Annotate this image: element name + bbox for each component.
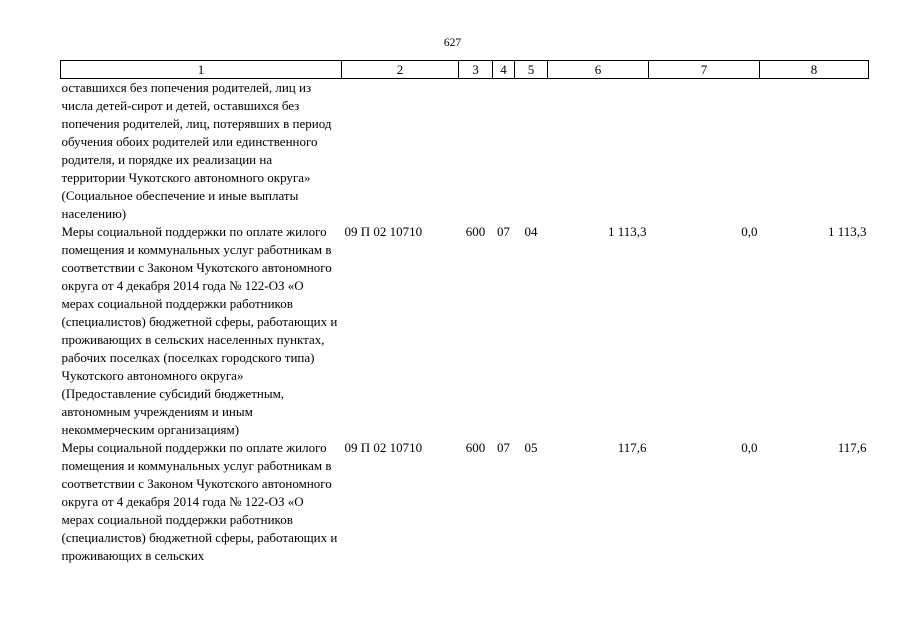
row-code: 09 П 02 10710 (344, 440, 423, 455)
row-description: Меры социальной поддержки по оплате жилого помещения и коммунальных услуг работникам в соответствии с Законом Чукотского автономного округа от 4 декабря 2014 года № 122-ОЗ «О мерах социальной поддержки работников (специалистов) бюджетной сферы, работающих и проживающих в сельских населенных пунктах, рабочих поселках (поселках городского типа) Чукотского автономного округа» (Предоставление субсидий бюджетным, автономным учреждениям и иным некоммерческим организациям) (61, 224, 338, 437)
header-col-6: 6 (548, 61, 649, 79)
row-col-5: 05 (524, 440, 538, 455)
row-col-6 (548, 79, 649, 224)
row-col-5: 04 (524, 224, 538, 239)
header-col-1: 1 (61, 61, 342, 79)
row-col-7 (649, 79, 760, 224)
header-col-7: 7 (649, 61, 760, 79)
row-col-4: 07 (497, 440, 510, 455)
header-col-3: 3 (459, 61, 493, 79)
row-description: оставшихся без попечения родителей, лиц из числа детей-сирот и детей, оставшихся без попечения родителей, лиц, потерявших в период обучения обоих родителей или единственного родителя, и порядке их реализации на территории Чукотского автономного округа» (Социальное обеспечение и иные выплаты населению) (61, 80, 332, 221)
table-row (61, 79, 869, 224)
row-col-8: 1 113,3 (827, 224, 867, 239)
row-col-7: 0,0 (741, 224, 758, 239)
row-description: Меры социальной поддержки по оплате жилого помещения и коммунальных услуг работникам в соответствии с Законом Чукотского автономного округа от 4 декабря 2014 года № 122-ОЗ «О мерах социальной поддержки работников (специалистов) бюджетной сферы, работающих и проживающих в сельских (61, 440, 338, 563)
table-row (61, 439, 869, 565)
header-col-8: 8 (760, 61, 869, 79)
row-col-6: 117,6 (617, 440, 647, 455)
table-row (61, 223, 869, 439)
header-col-4: 4 (493, 61, 515, 79)
row-col-3: 600 (465, 224, 486, 239)
row-col-8: 117,6 (837, 440, 867, 455)
row-col-8 (760, 79, 869, 224)
row-col-7: 0,0 (741, 440, 758, 455)
row-col-5 (515, 79, 548, 224)
row-col-4 (493, 79, 515, 224)
row-col-6: 1 113,3 (607, 224, 647, 239)
row-col-4: 07 (497, 224, 510, 239)
header-col-5: 5 (515, 61, 548, 79)
budget-table (60, 60, 869, 565)
row-code (342, 79, 459, 224)
page-number: 627 (443, 37, 462, 49)
row-col-3 (459, 79, 493, 224)
header-col-2: 2 (342, 61, 459, 79)
row-code: 09 П 02 10710 (344, 224, 423, 239)
row-col-3: 600 (465, 440, 486, 455)
header-row (61, 61, 869, 79)
